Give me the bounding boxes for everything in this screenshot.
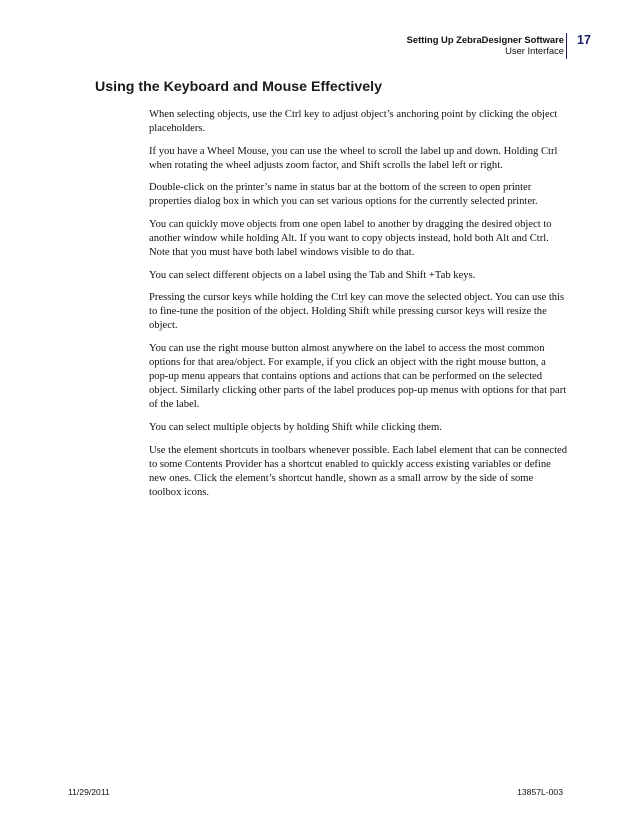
- footer-date: 11/29/2011: [68, 787, 110, 797]
- header-divider: [566, 33, 567, 59]
- section-heading: Using the Keyboard and Mouse Effectively: [95, 79, 382, 95]
- body-text: [149, 108, 567, 508]
- paragraph-move-objects: You can quickly move objects from one open label to another by dragging the desired object to another window while holding Alt. If you want to copy objects instead, hold both Alt and Ctrl. Note that you must have both label windows visible to do that.: [149, 219, 552, 259]
- paragraph-element-shortcuts: Use the element shortcuts in toolbars whenever possible. Each label element that can be connected to some Contents Provider has a shortcut enabled to quickly access existing variables or define new ones. Click the element’s shortcut handle, shown as a small arrow by the side of some toolbox icons.: [149, 444, 568, 498]
- paragraph-printer-properties: Double-click on the printer’s name in status bar at the bottom of the screen to open printer properties dialog box in which you can set various options for the currently selected printer.: [149, 182, 538, 208]
- header-section-title: Setting Up ZebraDesigner Software: [406, 34, 564, 45]
- footer-document-number: 13857L-003: [517, 787, 563, 797]
- header-subsection-title: User Interface: [505, 45, 564, 56]
- paragraph-cursor-keys: Pressing the cursor keys while holding the Ctrl key can move the selected object. You can use this to fine-tune the position of the object. Holding Shift while pressing cursor keys will resize the object.: [149, 292, 565, 332]
- page-number: 17: [577, 33, 591, 47]
- paragraph-ctrl-anchoring: When selecting objects, use the Ctrl key to adjust object’s anchoring point by clicking the object placeholders.: [149, 109, 558, 134]
- paragraph-right-mouse: You can use the right mouse button almost anywhere on the label to access the most common options for that area/object. For example, if you click an object with the right mouse button, a pop-up menu appears that contains options and actions that can be performed on the selected object. Similarly clicking other parts of the label produces pop-up menus with options for that part of the label.: [149, 343, 567, 411]
- paragraph-tab-select: You can select different objects on a label using the Tab and Shift +Tab keys.: [149, 269, 476, 281]
- paragraph-wheel-mouse: If you have a Wheel Mouse, you can use the wheel to scroll the label up and down. Holding Ctrl when rotating the wheel adjusts zoom factor, and Shift scrolls the label left or right.: [149, 145, 558, 171]
- running-header: [407, 34, 564, 56]
- paragraph-multi-select: You can select multiple objects by holding Shift while clicking them.: [149, 421, 442, 433]
